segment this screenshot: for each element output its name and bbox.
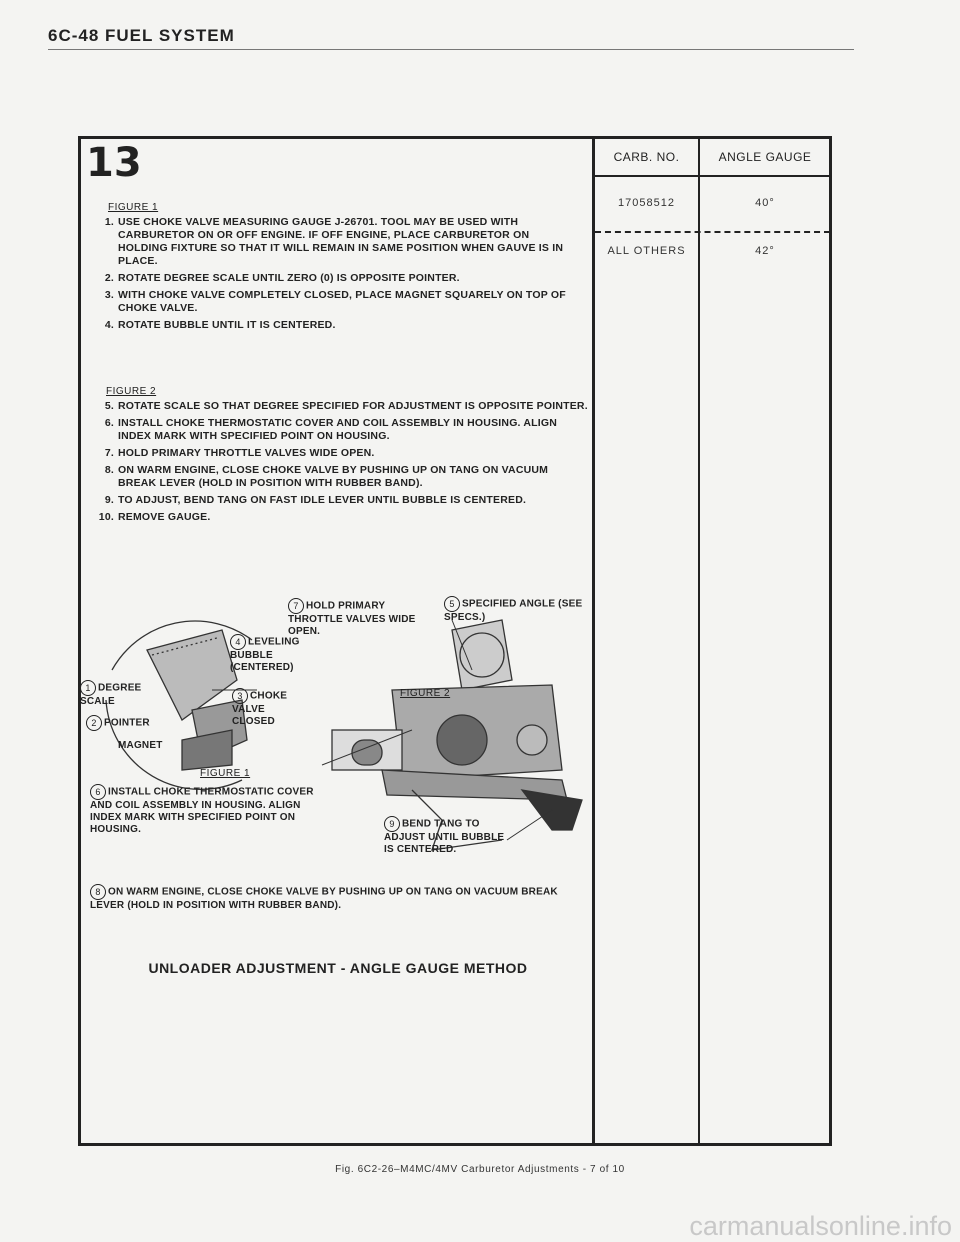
step-item-text: INSTALL CHOKE THERMOSTATIC COVER AND COIL ASSEMBLY IN HOUSING. ALIGN INDEX MARK WITH SPECIFIED POINT ON HOUSING. [118, 417, 558, 442]
callout-choke-valve: 3 CHOKE VALVE CLOSED [232, 688, 302, 728]
callout-specified-angle: 5 SPECIFIED ANGLE (SEE SPECS.) [444, 596, 594, 624]
step-item-number: 4. [104, 319, 114, 331]
step-item [88, 400, 588, 413]
step-item-number: 3. [104, 289, 114, 301]
step-item [88, 447, 588, 460]
step-item-number: 7. [104, 447, 114, 459]
step-item [88, 417, 588, 443]
callout-bend-tang: 9 BEND TANG TO ADJUST UNTIL BUBBLE IS CENTERED. [384, 816, 514, 856]
page-header: 6C-48 FUEL SYSTEM [48, 26, 235, 45]
table-cell: ALL OTHERS [607, 245, 686, 257]
callout-magnet: MAGNET [118, 740, 163, 751]
table-header-rule [593, 175, 832, 177]
figure-2-heading: FIGURE 2 [106, 386, 157, 397]
table-row-divider [595, 231, 830, 233]
figure-caption: Fig. 6C2-26–M4MC/4MV Carburetor Adjustments - 7 of 10 [335, 1164, 625, 1175]
procedure-title: UNLOADER ADJUSTMENT - ANGLE GAUGE METHOD [148, 960, 528, 976]
step-item [88, 272, 578, 285]
step-item-text: USE CHOKE VALVE MEASURING GAUGE J-26701. TOOL MAY BE USED WITH CARBURETOR ON OR OFF ENGINE. IF OFF ENGINE, PLACE CARBURETOR ON HOLDING FIXTURE SO THAT IT WILL REMAIN IN SAME POSITION WHEN GAUVE IS IN PLACE. [118, 216, 564, 267]
step-item-number: 10. [98, 511, 114, 523]
header-rule [48, 49, 854, 50]
callout-hold-throttle: 7 HOLD PRIMARY THROTTLE VALVES WIDE OPEN. [288, 598, 428, 638]
step-item-number: 2. [104, 272, 114, 284]
step-item [88, 216, 578, 268]
step-item-text: ROTATE DEGREE SCALE UNTIL ZERO (0) IS OPPOSITE POINTER. [118, 272, 460, 284]
table-column-divider [592, 136, 595, 1146]
step-item-text: TO ADJUST, BEND TANG ON FAST IDLE LEVER UNTIL BUBBLE IS CENTERED. [118, 494, 527, 506]
step-item-number: 9. [104, 494, 114, 506]
figure-1-steps [88, 216, 578, 336]
table-cell: 42° [755, 245, 775, 257]
callout-pointer: 2 POINTER [86, 715, 156, 731]
step-item-text: WITH CHOKE VALVE COMPLETELY CLOSED, PLACE MAGNET SQUARELY ON TOP OF CHOKE VALVE. [118, 289, 566, 314]
step-item [88, 494, 588, 507]
callout-install-cover: 6 INSTALL CHOKE THERMOSTATIC COVER AND COIL ASSEMBLY IN HOUSING. ALIGN INDEX MARK WITH SPECIFIED POINT ON HOUSING. [90, 784, 330, 836]
callout-leveling-bubble: 4 LEVELING BUBBLE (CENTERED) [230, 634, 315, 674]
step-item-number: 1. [104, 216, 114, 228]
figure-1-heading: FIGURE 1 [108, 202, 159, 213]
step-item [88, 289, 578, 315]
table-header-carb-no: CARB. NO. [613, 150, 680, 164]
table-column-divider [698, 136, 700, 1146]
step-number: 13 [86, 140, 142, 186]
callout-degree-scale: 1 DEGREE SCALE [80, 680, 150, 708]
step-item-number: 6. [104, 417, 114, 429]
step-item-text: ROTATE BUBBLE UNTIL IT IS CENTERED. [118, 319, 336, 331]
step-item-number: 8. [104, 464, 114, 476]
table-cell: 17058512 [618, 197, 675, 209]
callout-warm-engine: 8 ON WARM ENGINE, CLOSE CHOKE VALVE BY PUSHING UP ON TANG ON VACUUM BREAK LEVER (HOLD IN POSITION WITH RUBBER BAND). [90, 884, 570, 912]
step-item-text: ON WARM ENGINE, CLOSE CHOKE VALVE BY PUSHING UP ON TANG ON VACUUM BREAK LEVER (HOLD IN POSITION WITH RUBBER BAND). [118, 464, 549, 489]
step-item-number: 5. [104, 400, 114, 412]
watermark: carmanualsonline.info [689, 1211, 952, 1241]
step-item-text: ROTATE SCALE SO THAT DEGREE SPECIFIED FOR ADJUSTMENT IS OPPOSITE POINTER. [118, 400, 588, 412]
step-item [88, 511, 588, 524]
step-item [88, 464, 588, 490]
diagram-figure-2-label: FIGURE 2 [400, 688, 451, 699]
figure-2-steps [88, 400, 588, 528]
step-item [88, 319, 578, 332]
step-item-text: HOLD PRIMARY THROTTLE VALVES WIDE OPEN. [118, 447, 375, 459]
step-item-text: REMOVE GAUGE. [118, 511, 211, 523]
table-cell: 40° [755, 197, 775, 209]
table-header-angle-gauge: ANGLE GAUGE [718, 150, 812, 164]
diagram-figure-1-label: FIGURE 1 [200, 768, 251, 779]
